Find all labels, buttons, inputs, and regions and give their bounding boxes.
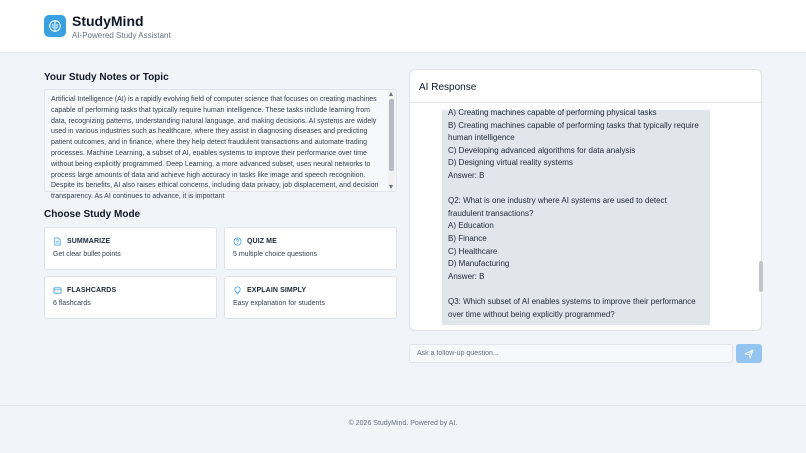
mode-explain-title: EXPLAIN SIMPLY <box>247 287 307 294</box>
notes-scrollbar[interactable] <box>388 91 395 190</box>
app-footer <box>0 405 806 453</box>
ai-response-scrollbar[interactable] <box>759 261 763 292</box>
brain-logo-icon <box>44 15 66 37</box>
response-line: A) Education <box>448 221 494 231</box>
ai-response-body[interactable] <box>442 110 710 325</box>
ai-response-header <box>410 70 761 103</box>
document-icon <box>53 237 62 246</box>
response-line: B) Creating machines capable of performing tasks that typically require human intelligence <box>448 120 699 143</box>
mode-flashcards-desc: 6 flashcards <box>53 300 91 307</box>
response-line <box>448 183 703 196</box>
notes-text: Artificial Intelligence (AI) is a rapidly evolving field of computer science that focuses on creating machines capable of performing tasks that typically require human intelligence. These tasks include learning from data, recognizing patterns, understanding natural language, and making decisions. AI systems are widely used in various industries such as healthcare, where they assist in diagnosing diseases and predicting patient outcomes, and in finance, where they help detect fraudulent transactions and automate trading processes. Machine Learning, a subset of AI, enables systems to improve their performance over time without being explicitly programmed. Deep Learning, a more advanced subset, uses neural networks to process large amounts of data and achieve high accuracy in tasks like image and speech recognition. Despite its benefits, AI also raises ethical concerns, including data privacy, job displacement, and decision transparency. As AI continues to advance, it is important <box>51 96 379 201</box>
notes-heading: Your Study Notes or Topic <box>44 72 169 83</box>
response-line: Q3: Which subset of AI enables systems to improve their performance over time without being explicitly programmed? <box>448 296 696 319</box>
modes-heading: Choose Study Mode <box>44 209 141 220</box>
response-line: D) Manufacturing <box>448 259 510 269</box>
response-line: C) Healthcare <box>448 246 498 256</box>
response-line: Answer: B <box>448 170 485 180</box>
mode-flashcards-title: FLASHCARDS <box>67 287 117 294</box>
response-line <box>448 283 703 296</box>
mode-quiz-title: QUIZ ME <box>247 238 277 245</box>
response-line: C) Developing advanced algorithms for data analysis <box>448 145 636 155</box>
response-line: A) Creating machines capable of performing physical tasks <box>448 108 657 117</box>
ai-response-title: AI Response <box>419 82 477 93</box>
ai-response-panel <box>409 69 762 331</box>
response-line: Q2: What is one industry where AI systems are used to detect fraudulent transactions? <box>448 196 667 218</box>
followup-input[interactable] <box>409 344 733 363</box>
mode-summarize-title: SUMMARIZE <box>67 238 111 245</box>
mode-summarize-desc: Get clear bullet points <box>53 251 121 258</box>
notes-scroll-thumb[interactable] <box>389 99 394 171</box>
mode-explain-button[interactable] <box>224 276 397 319</box>
mode-explain-desc: Easy explanation for students <box>233 300 325 307</box>
app-subtitle: AI-Powered Study Assistant <box>72 31 171 40</box>
mode-summarize-button[interactable] <box>44 227 217 270</box>
mode-flashcards-button[interactable] <box>44 276 217 319</box>
response-line: D) Designing virtual reality systems <box>448 158 573 168</box>
send-button[interactable] <box>736 344 762 363</box>
app-header <box>0 0 806 53</box>
mode-quiz-desc: 5 multiple choice questions <box>233 251 318 258</box>
question-icon <box>233 237 242 246</box>
card-icon <box>53 286 62 295</box>
ai-response-text <box>448 107 703 321</box>
scroll-down-icon[interactable] <box>389 185 393 189</box>
response-line: B) Finance <box>448 233 487 243</box>
mode-quiz-button[interactable] <box>224 227 397 270</box>
send-icon <box>744 349 754 359</box>
lightbulb-icon <box>233 286 242 295</box>
scroll-up-icon[interactable] <box>389 92 393 96</box>
app-title: StudyMind <box>72 13 144 29</box>
notes-textarea[interactable] <box>44 89 397 201</box>
footer-text: © 2026 StudyMind. Powered by AI. <box>348 420 458 427</box>
response-line: Answer: B <box>448 271 485 281</box>
